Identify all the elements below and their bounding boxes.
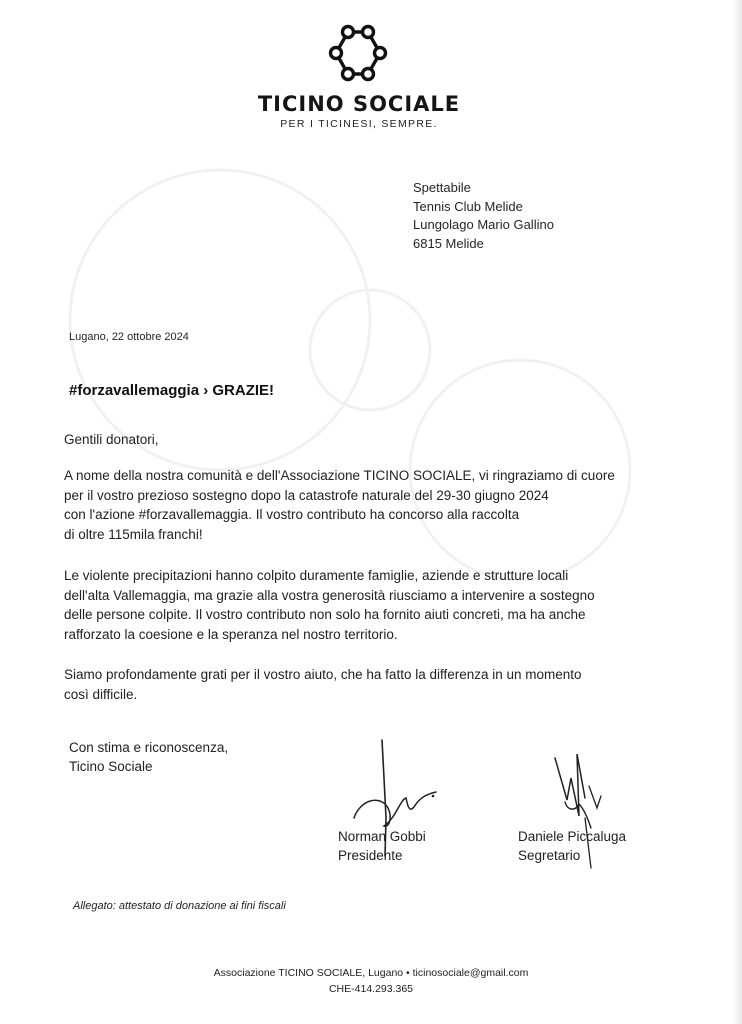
closing-line: Con stima e riconoscenza,	[69, 740, 229, 755]
place-date: Lugano, 22 ottobre 2024	[69, 331, 189, 343]
recipient-line: Lungolago Mario Gallino	[413, 217, 554, 232]
paragraph-line: per il vostro prezioso sostegno dopo la catastrofe naturale del 29-30 giugno 2024	[64, 487, 549, 503]
paragraph-2	[64, 566, 714, 644]
page-edge-shadow	[732, 0, 742, 1024]
org-name: TICINO SOCIALE	[257, 92, 461, 116]
recipient-address	[413, 179, 554, 253]
paragraph-1	[64, 466, 714, 544]
signatory-name: Daniele Piccaluga	[518, 829, 627, 844]
attachment-note: Allegato: attestato di donazione ai fini fiscali	[73, 900, 286, 912]
signatory-secretary	[518, 828, 626, 865]
closing-line: Ticino Sociale	[69, 759, 153, 774]
ticino-sociale-logo	[326, 24, 390, 82]
recipient-line: Spettabile	[413, 180, 471, 195]
greeting: Gentili donatori,	[64, 432, 159, 447]
signatory-president	[338, 828, 426, 865]
signatory-role: Segretario	[518, 847, 581, 863]
recipient-line: 6815 Melide	[413, 235, 484, 251]
signatory-role: Presidente	[338, 847, 403, 863]
paragraph-3	[64, 665, 714, 704]
org-tagline: PER I TICINESI, SEMPRE.	[280, 118, 438, 130]
footer-registration: CHE-414.293.365	[328, 983, 414, 995]
paragraph-line: con l'azione #forzavallemaggia. Il vostro contributo ha concorso alla raccolta	[64, 507, 520, 522]
paragraph-line: così difficile.	[64, 686, 138, 702]
letter-subject: #forzavallemaggia › GRAZIE!	[69, 382, 275, 399]
paragraph-line: Le violente precipitazioni hanno colpito duramente famiglie, aziende e strutture locali	[64, 568, 569, 583]
paragraph-line: rafforzato la coesione e la speranza nel nostro territorio.	[64, 626, 398, 642]
paragraph-line: A nome della nostra comunità e dell'Associazione TICINO SOCIALE, vi ringraziamo di cuore	[64, 468, 615, 483]
closing	[69, 738, 228, 776]
paragraph-line: dell'alta Vallemaggia, ma grazie alla vostra generosità riusciamo a intervenire a sostegno	[64, 587, 595, 603]
signatory-name: Norman Gobbi	[338, 829, 426, 844]
footer	[0, 965, 742, 997]
paragraph-line: delle persone colpite. Il vostro contributo non solo ha fornito aiuti concreti, ma ha anche	[64, 607, 586, 622]
footer-contact: Associazione TICINO SOCIALE, Lugano • ticinosociale@gmail.com	[213, 967, 529, 979]
recipient-line: Tennis Club Melide	[413, 198, 523, 214]
paragraph-line: di oltre 115mila franchi!	[64, 526, 203, 542]
paragraph-line: Siamo profondamente grati per il vostro aiuto, che ha fatto la differenza in un momento	[64, 667, 582, 682]
